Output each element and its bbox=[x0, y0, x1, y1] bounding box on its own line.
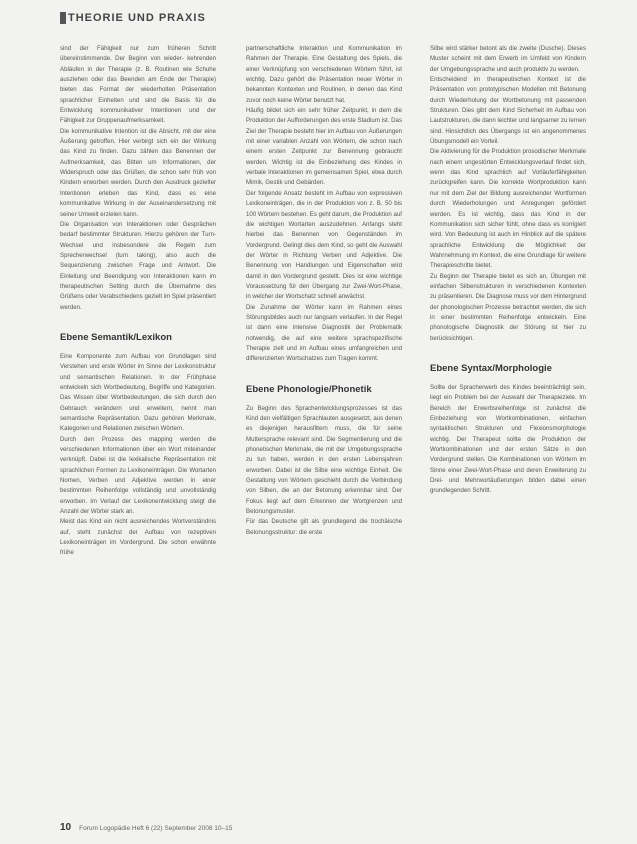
paragraph: Durch den Prozess des mapping werden die verschiedenen Informationen über ein Wort miteinander verknüpft. Dabei ist die lexikalische Repräsentation mit sprachlichen Formen zu Lexikoneinträgen. Die Wortarten Nomen, Verben und Adjektive werden in einer bestimmten Reihenfolge vollständig und unvollständig erworben. Im Verlauf der Lexikonentwicklung steigt die Anzahl der Wörter stark an. bbox=[60, 435, 216, 516]
paragraph: Silbe wird stärker betont als die zweite (Dusche). Dieses Muster scheint mit dem Erwerb im Umfeld von Kindern der Umgebungssprache und auch produktiv zu werden. bbox=[430, 45, 586, 73]
paragraph: Die Zunahme der Wörter kann im Rahmen eines Störungsbildes auch nur langsam verlaufen. In der Regel ist dann eine intensive Diagnostik der Problematik notwendig, die auf eine weitere sprachspezifische Therapie zielt und im Aufbau eines umfangreichen und differenzierten Wortschatzes zum Tragen kommt. bbox=[246, 303, 402, 363]
paragraph: Die Organisation von Interaktionen oder Gesprächen bedarf bestimmter Strukturen. Hierzu gehören der Turn-Wechsel und insbesondere die Regeln zum Sprecherwechsel (turn taking), also auch die Sequenzierung zwischen Frage und Antwort. Die Einleitung und Beendigung von Interaktionen kann im therapeutischen Setting durch die Übernahme des Grüßens oder Verabschiedens gezielt im Spiel präsentiert werden. bbox=[60, 220, 216, 311]
running-header bbox=[60, 12, 206, 24]
paragraph: Zu Beginn des Sprachentwicklungsprozesses ist das Kind den vielfältigen Sprachlauten ausgesetzt, aus denen es diejenigen herausfiltern muss, die für seine Muttersprache relevant sind. Die Segmentierung und die phonetischen Merkmale, die mit der Umgebungssprache zu tun haben, werden in den ersten Lebensjahren erworben. Dabei ist die Silbe eine wichtige Einheit. Die Gestaltung von Wörtern geschieht durch die Verbindung von Silben, die an der Betonung erkennbar sind. Der Fokus liegt auf dem Erkennen der Wortgrenzen und Betonungsmuster. bbox=[246, 404, 402, 516]
paragraph: Zu Beginn der Therapie bietet es sich an, Übungen mit einfachen Silbenstrukturen in verschiedenen Kontexten zu präsentieren. Die Diagnose muss vor dem Hintergrund der phonologischen Prozesse betrachtet werden, die sich in einer bestimmten Reihenfolge entwickeln. Eine phonologische Diagnostik der Störung ist hier zu berücksichtigen. bbox=[430, 272, 586, 342]
paragraph: sind der Fähigkeit nur zum früheren Schritt übereinstimmende. Der Beginn von wieder- kehrenden Abläufen in der Therapie (z. B. Routinen wie Schuhe ausziehen oder das Beenden am Ende der Therapie) bieten das Format der wiederholten Präsentation sprachlicher Einheiten und sind die Basis für die Entwicklung kommunikativer Intentionen und der Fähigkeit zur Gruppenaufmerksamkeit. bbox=[60, 45, 216, 125]
section-heading: Ebene Semantik/Lexikon bbox=[60, 331, 172, 343]
text-column-3 bbox=[430, 44, 586, 497]
paragraph: partnerschaftliche Interaktion und Kommunikation im Rahmen der Therapie. Eine Gestaltung des Spiels, die einer Verknüpfung von verschiedenen Wörtern führt, ist wichtig. Dazu gehört die Präsentation neuer Wörter in bekannten Kontexten und Routinen, in denen das Kind zuvor noch keine Wörter benutzt hat. bbox=[246, 45, 402, 104]
paragraph: Für das Deutsche gilt als grundlegend die trochäische Betonungsstruktur: die erste bbox=[246, 518, 402, 536]
paragraph: Die Aktivierung für die Produktion prosodischer Merkmale nach einem ungestörten Entwicklungsverlauf findet sich, wenn das Kind sprachlich auf Vorläuferfähigkeiten zurückgreifen kann. Die korrekte Wortproduktion kann nur mit dem Ziel der Bildung ausreichender Wortformen durch Wiederholungen und Anregungen gefördert werden. Es ist wichtig, dass das Kind in der Kommunikation sich sicher fühlt, ohne dass es korrigiert wird. Von Bedeutung ist auch im Hinblick auf die spätere sprachliche Entwicklung die Möglichkeit der Wahrnehmung im Kontext, die eine Grundlage für weitere Therapieschritte bietet. bbox=[430, 148, 586, 270]
journal-citation: Forum Logopädie Heft 6 (22) September 2008 10–15 bbox=[79, 825, 233, 832]
paragraph: Die kommunikative Intention ist die Absicht, mit der eine Äußerung getroffen. Hier verbirgt sich ein der Wirkung das Kind zu finden. Dazu zählen das Benennen der Aufmerksamkeit, das Bitten um Informationen, der Widerspruch oder das Grüßen, die schon sehr früh von Kindern erworben werden. Durch den Ausdruck gezielter Intentionen erleben das Kind, dass es eine kommunikative Wirkung in der Auseinandersetzung mit seiner Umwelt erzielen kann. bbox=[60, 127, 216, 218]
paragraph: Sollte der Spracherwerb des Kindes beeinträchtigt sein, liegt ein Problem bei der Auswahl der Therapieziele. Im Bereich der Erwerbsreihenfolge ist zunächst die Einbeziehung von Wortkombinationen, einfachen syntaktischen Strukturen und Flexionsmorphologie wichtig. Der Therapeut sollte die Produktion der Wortkombinationen und der ersten Sätze in den Vordergrund stellen. Die Kombinationen von Wörtern im Sinne einer Zwei-Wort-Phase und deren Erweiterung zu Drei- und Mehrwortäußerungen bilden dabei einen grundlegenden Schritt. bbox=[430, 383, 586, 495]
header-bar-icon bbox=[60, 12, 66, 24]
section-heading: Ebene Syntax/Morphologie bbox=[430, 362, 552, 374]
paragraph: Häufig bildet sich ein sehr früher Zeitpunkt, in dem die Produktion der Aufforderungen des erste Stadium ist. Das Ziel der Therapie besteht hier im Aufbau von Äußerungen mit einer variablen Anzahl von Wörtern, die schon nach einem ersten Zeitpunkt zur Benennung gebraucht werden. Wichtig ist die Einbeziehung des Kindes in verbale Interaktionen im gemeinsamen Spiel, etwa durch Mimik, Gestik und Gebärden. bbox=[246, 107, 402, 187]
paragraph: Der folgende Ansatz besteht im Aufbau von expressiven Lexikoneinträgen, die in der Produktion von z. B. 50 bis 100 Wörtern bestehen. Es geht darum, die Produktion auf die wichtigen Wortarten auszudehnen. Anfangs steht hierbei das Benennen von Gegenständen im Vordergrund. Gelingt dies dem Kind, so geht die Auswahl der Wörter in Richtung Verben und Adjektive. Die Benennung von Handlungen und Eigenschaften wird damit in den Vordergrund gestellt. Dies ist eine wichtige Voraussetzung für den Übergang zur Zwei-Wort-Phase, in welcher der Wortschatz schnell anwächst. bbox=[246, 189, 402, 301]
section-heading: Ebene Phonologie/Phonetik bbox=[246, 383, 372, 395]
text-column-2 bbox=[246, 44, 402, 538]
section-title: THEORIE UND PRAXIS bbox=[68, 12, 206, 24]
page-footer bbox=[60, 822, 232, 833]
text-column-1 bbox=[60, 44, 216, 559]
paragraph: Eine Komponente zum Aufbau von Grundlagen sind Verstehen und erste Wörter im Sinne der Lexikonstruktur und semantischen Relationen. In der Frühphase entwickeln sich Wortbedeutung, Begriffe und Kategorien. Das Wissen über Wortbedeutungen, die sich durch den Gebrauch verändern und erweitern, nennt man semantische Repräsentation. Dazu gehören Merkmale, Kategorien und Relationen zwischen Wörtern. bbox=[60, 352, 216, 433]
page-number: 10 bbox=[60, 822, 72, 833]
paragraph: Meist das Kind ein nicht ausreichendes Wortverständnis auf, steht zunächst der Aufbau von rezeptiven Lexikoneinträgen im Vordergrund. Die schon erwähnte frühe bbox=[60, 518, 216, 557]
paragraph: Entscheidend im therapeutischen Kontext ist die Präsentation von prototypischen Modellen mit Betonung durch Wiederholung der Wortbetonung mit passenden Strukturen. Dies gibt dem Kind Sicherheit im Aufbau von Lautstrukturen, die dann leichter und langsamer zu lernen sind. Hinsichtlich des Übergangs ist ein angenommenes Übungsmodell ein Vorteil. bbox=[430, 76, 586, 146]
